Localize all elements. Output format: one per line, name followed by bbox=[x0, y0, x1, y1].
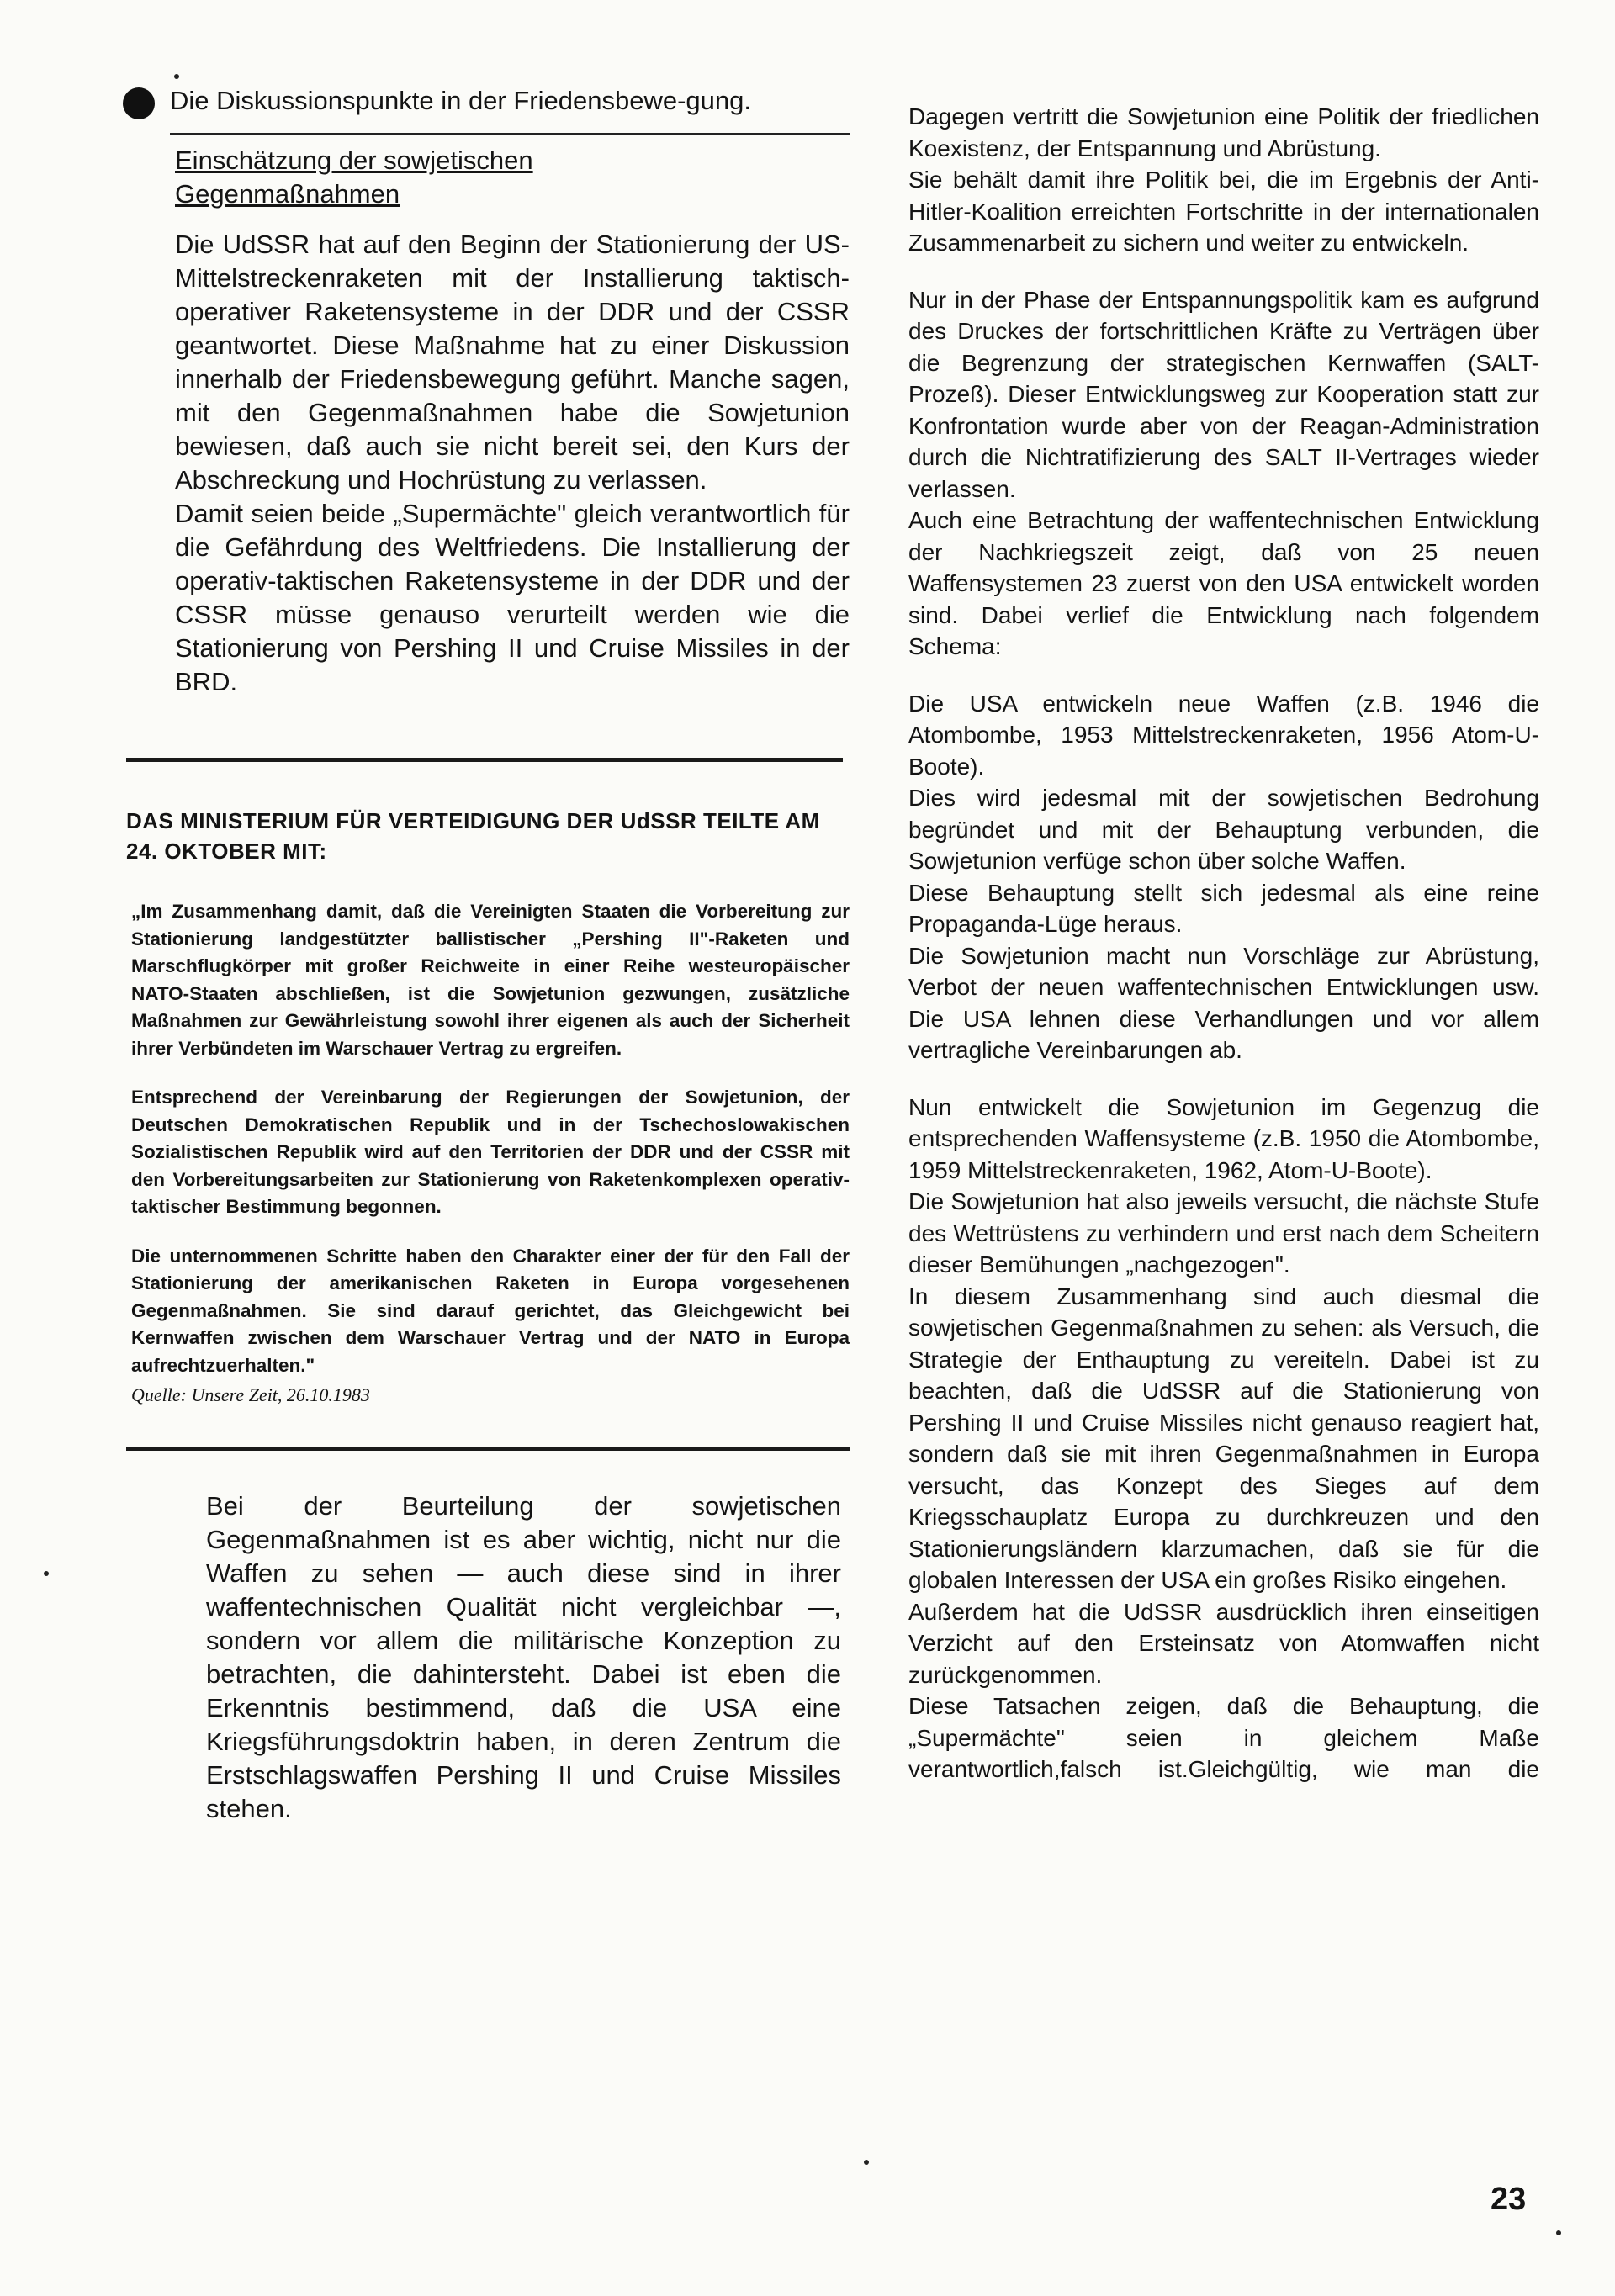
right-paragraph-5: Die USA entwickeln neue Waffen (z.B. 1946 die Atombombe, 1953 Mittelstreckenraketen, 1956 Atom-U-Boote). bbox=[908, 690, 1539, 780]
right-paragraph-10: Die Sowjetunion hat also jeweils versucht, die nächste Stufe des Wettrüstens zu verhindern und erst nach dem Scheitern dieser Bemühungen „nachgezogen". bbox=[908, 1188, 1539, 1278]
page-number: 23 bbox=[1491, 2182, 1527, 2217]
right-paragraph-1: Dagegen vertritt die Sowjetunion eine Politik der friedlichen Koexistenz, der Entspannung und Abrüstung. bbox=[908, 103, 1539, 161]
box-source: Quelle: Unsere Zeit, 26.10.1983 bbox=[131, 1384, 370, 1405]
right-paragraph-2: Sie behält damit ihre Politik bei, die im Ergebnis der Anti-Hitler-Koalition erreichten Fortschritte in der internationalen Zusammenarbeit zu sichern und weiter zu entwickeln. bbox=[908, 167, 1539, 256]
right-paragraph-8: Die Sowjetunion macht nun Vorschläge zur Abrüstung, Verbot der neuen waffentechnischen Entwicklungen usw. Die USA lehnen diese Verhandlungen und vor allem vertragliche Vereinbarungen ab. bbox=[908, 942, 1539, 1063]
left-paragraph-3: Bei der Beurteilung der sowjetischen Gegenmaßnahmen ist es aber wichtig, nicht nur die Waffen zu sehen — auch diese sind in ihrer waffentechnischen Qualität nicht vergleichbar —, sondern vor allem die militärische Konzeption zu betrachten, die dahintersteht. Dabei ist eben die Erkenntnis bestimmend, daß die USA eine Kriegsführungsdoktrin haben, in deren Zentrum die Erstschlagswaffen Pershing II und Cruise Missiles stehen. bbox=[206, 1491, 841, 1823]
bullet-icon bbox=[123, 87, 155, 119]
box-title: DAS MINISTERIUM FÜR VERTEIDIGUNG DER UdSSR TEILTE AM 24. OKTOBER MIT: bbox=[126, 808, 820, 864]
box-quote-2: Entsprechend der Vereinbarung der Regierungen der Sowjetunion, der Deutschen Demokratischen Republik und in der Tschechoslowakischen Sozialistischen Republik wird auf den Territorien der DDR und der CSSR mit den Vorbereitungsarbeiten zur Stationierung von Raketenkomplexen operativ-taktischer Bestimmung begonnen. bbox=[131, 1087, 850, 1217]
section-heading-text: Die Diskussionspunkte in der Friedensbewe-gung. bbox=[170, 86, 751, 115]
right-paragraph-9: Nun entwickelt die Sowjetunion im Gegenzug die entsprechenden Waffensysteme (z.B. 1950 die Atombombe, 1959 Mittelstreckenraketen, 1962, Atom-U-Boote). bbox=[908, 1093, 1539, 1183]
print-speck bbox=[44, 1571, 49, 1576]
print-speck bbox=[864, 2160, 869, 2165]
section-heading bbox=[126, 84, 850, 118]
right-paragraph-11: In diesem Zusammenhang sind auch diesmal die sowjetischen Gegenmaßnahmen zu sehen: als Versuch, die Strategie der Enthauptung zu vereiteln. Dabei ist zu beachten, daß die UdSSR auf die Stationierung von Pershing II und Cruise Missiles nicht genauso reagiert hat, sondern daß sie mit ihren Gegenmaßnahmen in Europa versucht, das Konzept des Sieges auf dem Kriegsschauplatz Europa zu durchkreuzen und den Stationierungsländern klarzumachen, daß sie für die globalen Interessen der USA ein großes Risiko eingehen. bbox=[908, 1283, 1539, 1593]
left-column bbox=[126, 84, 850, 1826]
right-paragraph-12: Außerdem hat die UdSSR ausdrücklich ihren einseitigen Verzicht auf den Ersteinsatz von Atomwaffen nicht zurückgenommen. bbox=[908, 1598, 1539, 1688]
left-paragraph-2: Damit seien beide „Supermächte" gleich verantwortlich für die Gefährdung des Weltfriedens. Die Installierung der operativ-taktischen Raketensysteme in der DDR und der CSSR müsse genauso verurteilt werden wie die Stationierung von Pershing II und Cruise Missiles in der BRD. bbox=[175, 499, 850, 696]
left-paragraph-1: Die UdSSR hat auf den Beginn der Stationierung der US-Mittelstreckenraketen mit der Installierung taktisch-operativer Raketensysteme in der DDR und der CSSR geantwortet. Diese Maßnahme hat zu einer Diskussion innerhalb der Friedensbewegung geführt. Manche sagen, mit den Gegenmaßnahmen habe die Sowjetunion bewiesen, daß auch sie nicht bereit sei, den Kurs der Abschreckung und Hochrüstung zu verlassen. bbox=[175, 230, 850, 495]
right-paragraph-4: Auch eine Betrachtung der waffentechnischen Entwicklung der Nachkriegszeit zeigt, daß von 25 neuen Waffensystemen 23 zuerst von den USA entwickelt worden sind. Dabei verlief die Entwicklung nach folgendem Schema: bbox=[908, 507, 1539, 659]
right-paragraph-13: Diese Tatsachen zeigen, daß die Behauptung, die „Supermächte" seien in gleichem Maße verantwortlich,falsch ist.Gleichgültig, wie man die bbox=[908, 1693, 1539, 1782]
box-quote-3: Die unternommenen Schritte haben den Charakter einer der für den Fall der Stationierung der amerikanischen Raketen in Europa vorgesehenen Gegenmaßnahmen. Sie sind darauf gerichtet, das Gleichgewicht bei Kernwaffen zwischen dem Warschauer Vertrag und der NATO in Europa aufrechtzuerhalten." bbox=[131, 1245, 850, 1376]
box-quote-1: „Im Zusammenhang damit, daß die Vereinigten Staaten die Vorbereitung zur Stationierung landgestützter ballistischer „Pershing II"-Raketen und Marschflugkörper mit großer Reichweite in einer Reihe westeuropäischer NATO-Staaten abschließen, ist die Sowjetunion gezwungen, zusätzliche Maßnahmen zur Gewährleistung sowohl ihrer eigenen als auch der Sicherheit ihrer Verbündeten im Warschauer Vertrag zu ergreifen. bbox=[131, 901, 850, 1059]
right-paragraph-3: Nur in der Phase der Entspannungspolitik kam es aufgrund des Druckes der fortschrittlichen Kräfte zu Verträgen über die Begrenzung der strategischen Kernwaffen (SALT-Prozeß). Dieser Entwicklungsweg zur Kooperation statt zur Konfrontation wurde aber von der Reagan-Administration durch die Nichtratifizierung des SALT II-Vertrages wieder verlassen. bbox=[908, 286, 1539, 502]
right-column bbox=[908, 101, 1539, 1785]
print-speck bbox=[1556, 2230, 1561, 2235]
right-paragraph-7: Diese Behauptung stellt sich jedesmal als eine reine Propaganda-Lüge heraus. bbox=[908, 879, 1539, 937]
print-speck bbox=[174, 74, 179, 79]
right-paragraph-6: Dies wird jedesmal mit der sowjetischen Bedrohung begründet und mit der Behauptung verbunden, die Sowjetunion verfüge schon über solche Waffen. bbox=[908, 785, 1539, 874]
subheading: Einschätzung der sowjetischen Gegenmaßnahmen bbox=[175, 145, 533, 209]
